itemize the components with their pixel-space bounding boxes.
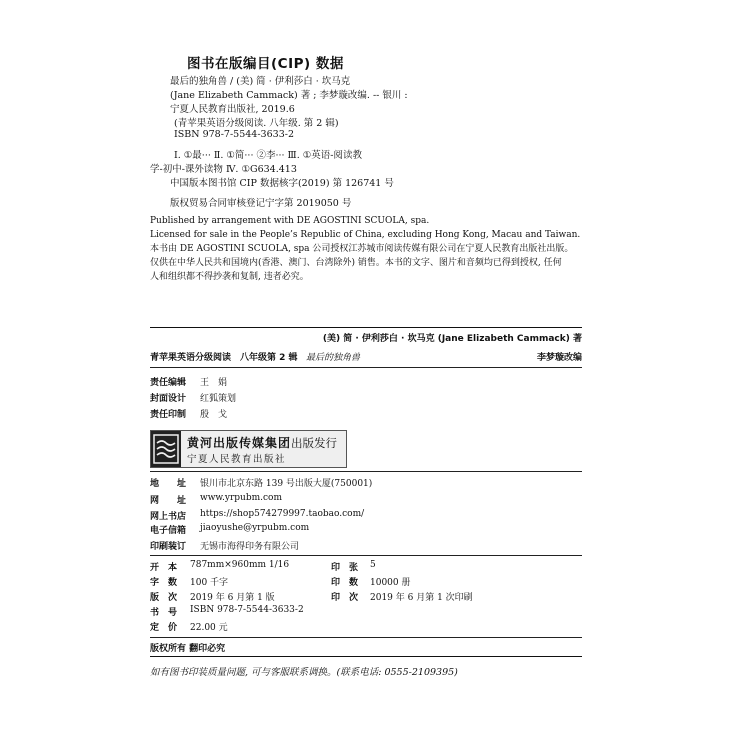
- spec-value: 100 千字: [190, 578, 229, 588]
- cip-line: 中国版本图书馆 CIP 数据核字(2019) 第 126741 号: [170, 178, 394, 189]
- contact-label: 地 址: [150, 479, 187, 489]
- spec-label: 印 张: [331, 563, 359, 573]
- notice-line: 人和组织都不得抄袭和复制, 违者必究。: [150, 272, 309, 282]
- spec-value: 787mm×960mm 1/16: [190, 560, 290, 570]
- notice-line: 仅供在中华人民共和国境内(香港、澳门、台湾除外) 销售。本书的文字、图片和音频均已得到授权, 任何: [150, 258, 562, 268]
- book-author: (美) 简 · 伊利莎白 · 坎马克 (Jane Elizabeth Cammack) 著: [322, 334, 582, 344]
- publisher-issue: 出版发行: [291, 436, 337, 450]
- staff-value: 王 娟: [200, 378, 228, 388]
- divider: [150, 555, 582, 556]
- spec-label: 书 号: [150, 608, 178, 618]
- spec-label: 定 价: [150, 623, 178, 633]
- spec-value: 2019 年 6 月第 1 次印刷: [370, 593, 473, 603]
- publisher-press: 宁夏人民教育出版社: [187, 454, 287, 465]
- spec-value: 5: [370, 560, 376, 570]
- contact-label: 网 址: [150, 496, 187, 506]
- spec-value: ISBN 978-7-5544-3633-2: [190, 605, 304, 615]
- spec-value: 22.00 元: [190, 623, 228, 633]
- spec-label: 版 次: [150, 593, 178, 603]
- staff-label: 封面设计: [150, 394, 187, 404]
- staff-label: 责任印制: [150, 410, 187, 420]
- cip-line: (青苹果英语分级阅读. 八年级. 第 2 辑): [174, 118, 339, 129]
- cip-line: 学-初中-课外读物 Ⅳ. ①G634.413: [150, 164, 297, 175]
- cip-line: (Jane Elizabeth Cammack) 著 ; 李梦璇改编. -- 银川 :: [170, 90, 408, 101]
- contact-label: 印刷装订: [150, 542, 187, 552]
- contact-value: https://shop574279997.taobao.com/: [200, 509, 365, 519]
- spec-label: 印 次: [331, 593, 359, 603]
- spec-label: 印 数: [331, 578, 359, 588]
- contact-value: 银川市北京东路 139 号出版大厦(750001): [200, 479, 373, 489]
- cip-line: 宁夏人民教育出版社, 2019.6: [170, 104, 295, 115]
- divider: [150, 367, 582, 368]
- contact-label: 网上书店: [150, 512, 187, 522]
- notice-line: Published by arrangement with DE AGOSTINI SCUOLA, spa.: [150, 216, 430, 226]
- book-adapter: 李梦璇改编: [536, 353, 582, 363]
- notice-line: 本书由 DE AGOSTINI SCUOLA, spa 公司授权江苏城市阅读传媒有限公司在宁夏人民教育出版社出版。: [150, 244, 574, 254]
- divider: [150, 471, 582, 472]
- book-title: 最后的独角兽: [306, 353, 361, 363]
- staff-label: 责任编辑: [150, 378, 187, 388]
- notice-line: Licensed for sale in the People’s Republic of China, excluding Hong Kong, Macau and Taiwan.: [150, 230, 581, 240]
- cip-line: Ⅰ. ①最··· Ⅱ. ①简··· ②李··· Ⅲ. ①英语-阅读教: [174, 150, 362, 161]
- rights-notice: 版权所有 翻印必究: [150, 644, 226, 654]
- footer-note: 如有图书印装质量问题, 可与客服联系调换。(联系电话: 0555-2109395): [150, 667, 458, 678]
- spec-value: 2019 年 6 月第 1 版: [190, 593, 275, 603]
- contact-value: jiaoyushe@yrpubm.com: [200, 523, 310, 533]
- publisher-group: 黄河出版传媒集团: [187, 436, 292, 450]
- divider: [150, 637, 582, 638]
- cip-line: 版权贸易合同审核登记宁字第 2019050 号: [170, 198, 352, 209]
- cip-title: 图书在版编目(CIP) 数据: [187, 56, 344, 72]
- cip-line: 最后的独角兽 / (美) 简 · 伊利莎白 · 坎马克: [170, 76, 351, 87]
- divider: [150, 327, 582, 328]
- contact-value: 无锡市海得印务有限公司: [200, 542, 300, 552]
- contact-value: www.yrpubm.com: [200, 493, 282, 503]
- divider: [150, 656, 582, 657]
- staff-value: 红狐策划: [200, 394, 237, 404]
- cip-line: ISBN 978-7-5544-3633-2: [174, 129, 294, 140]
- spec-value: 10000 册: [370, 578, 411, 588]
- spec-label: 字 数: [150, 578, 178, 588]
- river-emblem-icon: [151, 431, 181, 467]
- staff-value: 殷 戈: [200, 410, 228, 420]
- spec-label: 开 本: [150, 563, 178, 573]
- book-series: 青苹果英语分级阅读 八年级第 2 辑: [150, 353, 298, 363]
- contact-label: 电子信箱: [150, 526, 187, 536]
